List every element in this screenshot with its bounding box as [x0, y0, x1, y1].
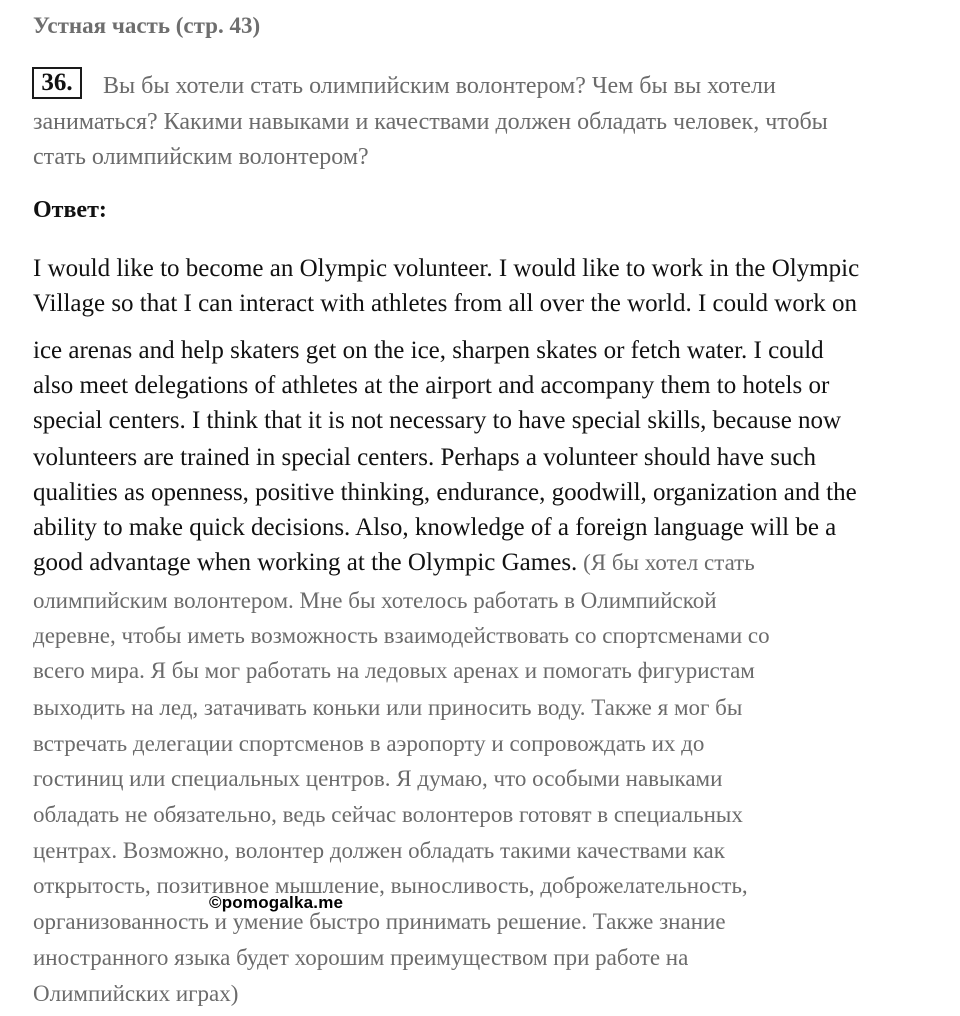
answer-english-line: ice arenas and help skaters get on the ice, sharpen skates or fetch water. I could — [33, 337, 824, 364]
answer-english-text: good advantage when working at the Olympic Games. — [33, 549, 578, 576]
answer-english-line: I would like to become an Olympic volunteer. I would like to work in the Olympic — [33, 255, 860, 282]
answer-label: Ответ: — [33, 197, 107, 223]
answer-russian-line: Олимпийских играх) — [33, 981, 239, 1006]
answer-russian-line: деревне, чтобы иметь возможность взаимодействовать со спортсменами со — [33, 623, 770, 648]
question-line: Вы бы хотели стать олимпийским волонтером? Чем бы вы хотели — [103, 73, 776, 99]
question-line: стать олимпийским волонтером? — [33, 144, 369, 170]
watermark: ©pomogalka.me — [209, 893, 344, 912]
answer-english-line: ability to make quick decisions. Also, knowledge of a foreign language will be a — [33, 514, 837, 541]
answer-english-line: Village so that I can interact with athletes from all over the world. I could work on — [33, 290, 857, 317]
answer-russian-line: выходить на лед, затачивать коньки или приносить воду. Также я мог бы — [33, 695, 743, 720]
section-title: Устная часть (стр. 43) — [33, 13, 261, 38]
answer-english-line: also meet delegations of athletes at the airport and accompany them to hotels or — [33, 372, 830, 399]
answer-english-line — [33, 548, 755, 578]
answer-english-line: volunteers are trained in special centers. Perhaps a volunteer should have such — [33, 444, 817, 471]
translation-start: (Я бы хотел стать — [577, 550, 755, 575]
question-line: заниматься? Какими навыками и качествами должен обладать человек, чтобы — [33, 109, 828, 135]
answer-english-line: special centers. I think that it is not necessary to have special skills, because now — [33, 407, 842, 434]
answer-russian-line: открытость, позитивное мышление, выносливость, доброжелательность, — [33, 873, 748, 898]
answer-russian-line: гостиниц или специальных центров. Я думаю, что особыми навыками — [33, 766, 723, 791]
answer-russian-line: иностранного языка будет хорошим преимуществом при работе на — [33, 945, 689, 970]
answer-russian-line: всего мира. Я бы мог работать на ледовых аренах и помогать фигуристам — [33, 658, 755, 683]
task-number-badge: 36. — [32, 67, 82, 99]
answer-russian-line: организованность и умение быстро принимать решение. Также знание — [33, 909, 726, 934]
answer-russian-line: центрах. Возможно, волонтер должен обладать такими качествами как — [33, 838, 725, 863]
answer-russian-line: встречать делегации спортсменов в аэропорту и сопровождать их до — [33, 731, 705, 756]
answer-russian-line: олимпийским волонтером. Мне бы хотелось работать в Олимпийской — [33, 588, 717, 613]
answer-russian-line: обладать не обязательно, ведь сейчас волонтеров готовят в специальных — [33, 802, 743, 827]
answer-english-line: qualities as openness, positive thinking, endurance, goodwill, organization and the — [33, 479, 857, 506]
